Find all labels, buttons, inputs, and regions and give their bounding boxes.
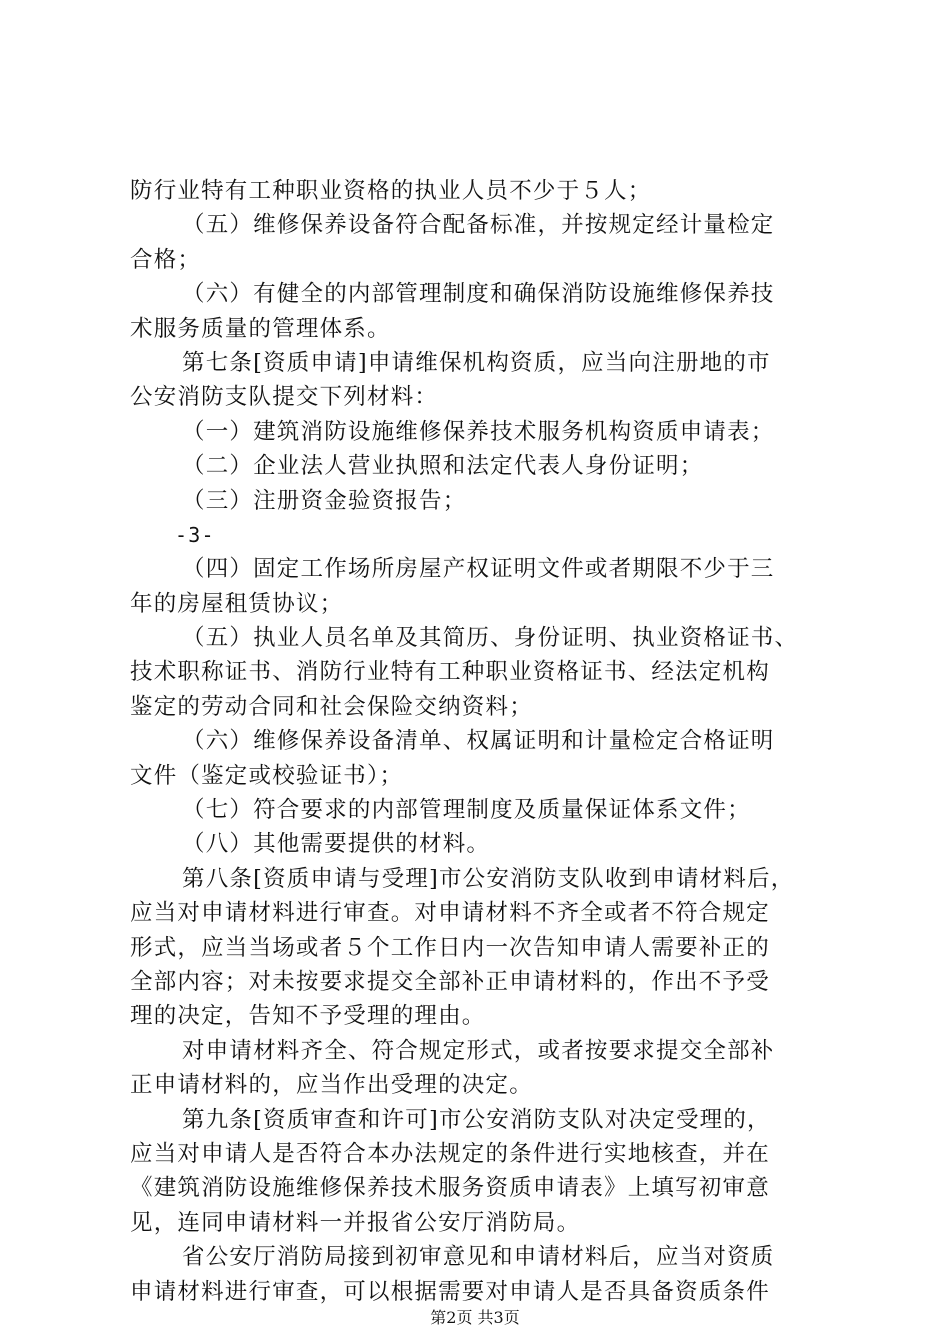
- text-line: （七）符合要求的内部管理制度及质量保证体系文件；: [182, 797, 751, 824]
- text-line: （四）固定工作场所房屋产权证明文件或者期限不少于三: [182, 556, 775, 583]
- page-footer: 第2页 共3页: [430, 1308, 520, 1327]
- text-line: 对申请材料齐全、符合规定形式，或者按要求提交全部补: [182, 1037, 775, 1064]
- text-line: 申请材料进行审查，可以根据需要对申请人是否具备资质条件: [130, 1278, 770, 1305]
- text-line: 第九条[资质审查和许可]市公安消防支队对决定受理的，: [182, 1106, 771, 1133]
- text-line: （三）注册资金验资报告；: [182, 487, 467, 514]
- document-body: [130, 174, 850, 1309]
- text-line: 《建筑消防设施维修保养技术服务资质申请表》上填写初审意: [130, 1175, 770, 1202]
- inline-page-number: -3-: [175, 522, 215, 547]
- text-line: （八）其他需要提供的材料。: [182, 831, 491, 858]
- text-line: 文件（鉴定或校验证书）；: [130, 762, 404, 789]
- text-line: （六）有健全的内部管理制度和确保消防设施维修保养技: [182, 281, 775, 308]
- text-line: 全部内容；对未按要求提交全部补正申请材料的，作出不予受: [130, 968, 770, 995]
- text-line: （一）建筑消防设施维修保养技术服务机构资质申请表；: [182, 418, 775, 445]
- text-line: 术服务质量的管理体系。: [130, 315, 391, 342]
- text-line: 年的房屋租赁协议；: [130, 590, 344, 617]
- text-line: 公安消防支队提交下列材料：: [130, 384, 439, 411]
- text-line: （二）企业法人营业执照和法定代表人身份证明；: [182, 453, 704, 480]
- text-line: 省公安厅消防局接到初审意见和申请材料后，应当对资质: [182, 1244, 775, 1271]
- text-line: 形式，应当当场或者５个工作日内一次告知申请人需要补正的: [130, 934, 770, 961]
- text-line: 鉴定的劳动合同和社会保险交纳资料；: [130, 693, 533, 720]
- text-line: 应当对申请人是否符合本办法规定的条件进行实地核查，并在: [130, 1140, 770, 1167]
- text-line: 见，连同申请材料一并报省公安厅消防局。: [130, 1209, 581, 1236]
- text-line: （五）维修保养设备符合配备标准，并按规定经计量检定: [182, 212, 775, 239]
- text-line: 合格；: [130, 246, 202, 273]
- text-line: 防行业特有工种职业资格的执业人员不少于５人；: [130, 178, 652, 204]
- text-line: 第七条[资质申请]申请维保机构资质，应当向注册地的市: [182, 349, 771, 376]
- text-line: 理的决定，告知不予受理的理由。: [130, 1003, 486, 1030]
- text-line: （六）维修保养设备清单、权属证明和计量检定合格证明: [182, 728, 775, 755]
- text-line: 应当对申请材料进行审查。对申请材料不齐全或者不符合规定: [130, 900, 770, 927]
- text-line: 正申请材料的，应当作出受理的决定。: [130, 1072, 533, 1099]
- text-line: 技术职称证书、消防行业特有工种职业资格证书、经法定机构: [130, 659, 770, 686]
- text-line: 第八条[资质申请与受理]市公安消防支队收到申请材料后，: [182, 865, 795, 892]
- text-line: （五）执业人员名单及其简历、身份证明、执业资格证书、: [182, 625, 799, 652]
